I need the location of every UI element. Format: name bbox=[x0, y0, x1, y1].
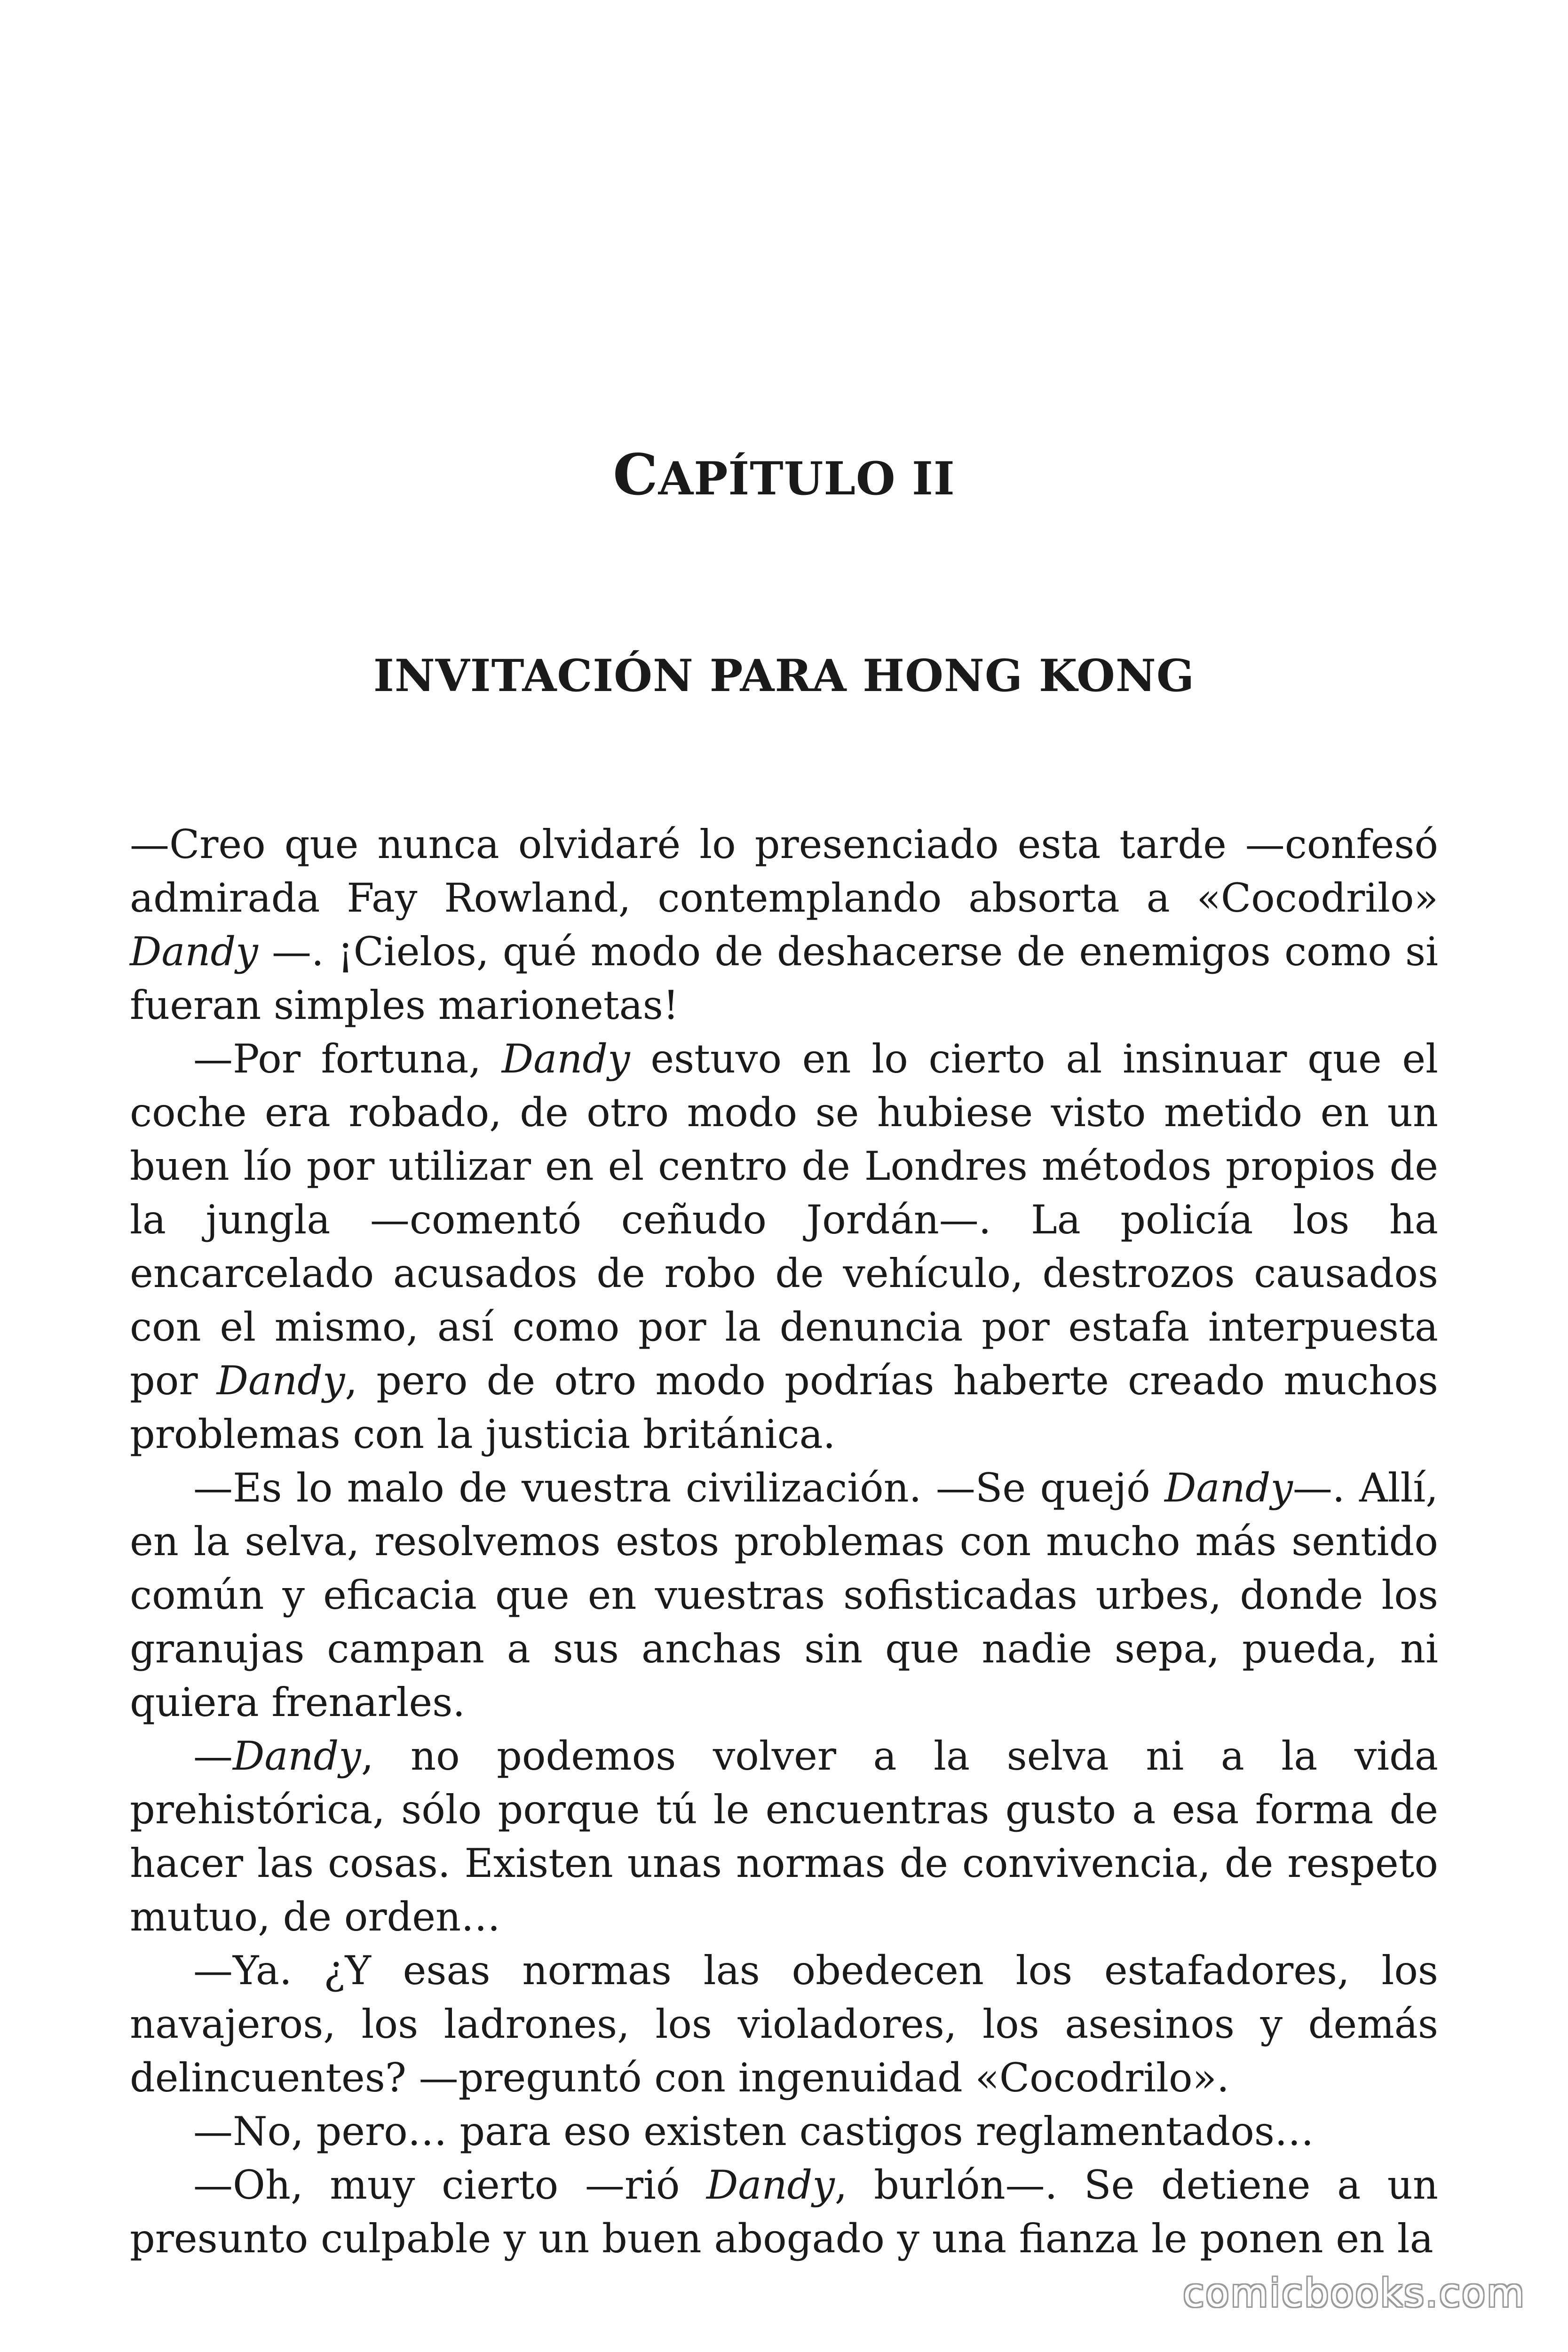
chapter-heading-rest: APÍTULO II bbox=[658, 452, 955, 505]
paragraph: —No, pero… para eso existen castigos reglamentados… bbox=[193, 2108, 1314, 2154]
chapter-title: INVITACIÓN PARA HONG KONG bbox=[373, 650, 1195, 702]
paragraph: —Es lo malo de vuestra civilización. —Se quejó Dandy—. Allí, en la selva, resolvemos estos problemas con mucho más sentido común y eficacia que en vuestras sofisticadas urbes, donde los granujas campan a sus anchas sin que nadie sepa, pueda, ni quiera frenarles. bbox=[130, 1465, 1438, 1725]
paragraph: —Oh, muy cierto —rió Dandy, burlón—. Se detiene a un presunto culpable y un buen abogado y una fianza le ponen en la bbox=[130, 2162, 1438, 2262]
chapter-heading-initial: C bbox=[613, 442, 658, 508]
watermark-logo: comicbooks.com bbox=[1183, 2271, 1526, 2316]
paragraph: —Ya. ¿Y esas normas las obedecen los estafadores, los navajeros, los ladrones, los violadores, los asesinos y demás delincuentes? —preguntó con ingenuidad «Cocodrilo». bbox=[130, 1947, 1438, 2101]
paragraph: —Dandy, no podemos volver a la selva ni a la vida prehistórica, sólo porque tú le encuentras gusto a esa forma de hacer las cosas. Existen unas normas de convivencia, de respeto mutuo, de orden… bbox=[130, 1733, 1438, 1940]
paragraph: —Creo que nunca olvidaré lo presenciado esta tarde —confesó admirada Fay Rowland, contemplando absorta a «Cocodrilo» Dandy —. ¡Cielos, qué modo de deshacerse de enemigos como si fueran simples marionetas! bbox=[130, 821, 1438, 1028]
paragraph: —Por fortuna, Dandy estuvo en lo cierto al insinuar que el coche era robado, de otro modo se hubiese visto metido en un buen lío por utilizar en el centro de Londres métodos propios de la jungla —comentó ceñudo Jordán—. La policía los ha encarcelado acusados de robo de vehículo, destrozos causados con el mismo, así como por la denuncia por estafa interpuesta por Dandy, pero de otro modo podrías haberte creado muchos problemas con la justicia británica. bbox=[130, 1036, 1439, 1457]
chapter-heading bbox=[0, 442, 1568, 508]
chapter-body bbox=[130, 818, 1438, 2265]
